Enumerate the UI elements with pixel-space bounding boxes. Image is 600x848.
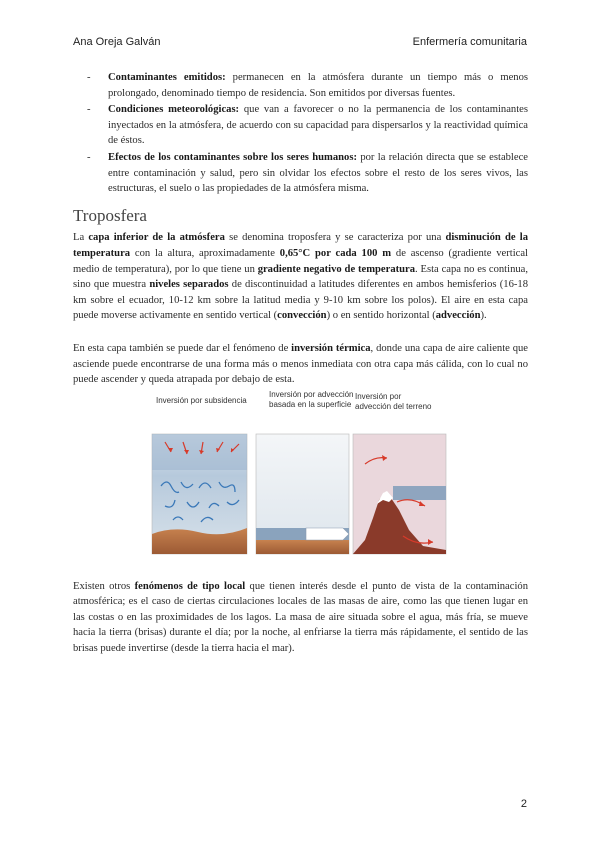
bullet-dash: -: [87, 104, 91, 116]
thermal-inversion-figure: [73, 390, 528, 570]
bullet-item: [73, 102, 528, 149]
paragraph-troposfera: La capa inferior de la atmósfera se denomina troposfera y se caracteriza por una disminución de la temperatura con la altura, aproximadamente 0,65°C por cada 100 m de ascenso (gradiente vertical medio de temperatura), por lo que tiene un gradiente negativo de temperatura. Esta capa no es continua, sino que muestra niveles separados de discontinuidad a latitudes diferentes en ambos hemisferios (16-18 km sobre el ecuador, 10-12 km sobre la latitud media y 9-10 km sobre los polos). El aire en esta capa puede moverse activamente en sentido vertical (convección) o en sentido horizontal (advección).: [73, 232, 529, 322]
header-author: Ana Oreja Galván: [73, 36, 161, 48]
page-number: 2: [520, 798, 527, 810]
bullet-text: que van a favorecer o no la permanencia de los contaminantes inyectados en la atmósfera, de acuerdo con su capacidad para dispersarlos y la reactividad química de éstos.: [108, 104, 528, 147]
bullet-text: por la relación directa que se establece entre contaminación y salud, pero sin olvidar los efectos sobre el resto de los seres vivos, las estructuras, el suelo o las propiedades de la atmósfera misma.: [108, 151, 528, 195]
advection-arrow: [306, 528, 349, 540]
panel3-title-line2: advección del terreno: [355, 401, 432, 411]
panel1-title: Inversión por subsidencia: [156, 395, 247, 405]
paragraph-inversion: En esta capa también se puede dar el fenómeno de inversión térmica, donde una capa de aire caliente que asciende puede encontrarse de una forma más o menos inmediata con otra capa más cálida, con lo cual no puede ascender y queda atrapada por debajo de esta.: [73, 342, 529, 386]
bullet-dash: -: [87, 72, 91, 83]
section-title: Troposfera: [73, 205, 147, 225]
panel2-title-line2: basada en la superficie: [269, 399, 352, 409]
inversion-diagram: [73, 390, 528, 570]
panel1-subsidence: [152, 434, 247, 554]
panel2-surface-advection: [256, 434, 349, 554]
panel3-title-line1: Inversión por: [355, 391, 402, 401]
bullet-text: permanecen en la atmósfera durante un tiempo más o menos prolongado, denominado tiempo de residencia. Son emitidos por diversas fuentes.: [108, 72, 529, 99]
bullet-dash: -: [87, 151, 91, 163]
bullet-list: [73, 70, 528, 197]
paragraph-local-phenomena: Existen otros fenómenos de tipo local que tienen interés desde el punto de vista de la contaminación atmosférica; es el caso de ciertas circulaciones locales de las masas de aire, como las que tienen lugar en las costas o en las proximidades de los lagos. La masa de aire situada sobre el agua, más fría, se mueve hacia la tierra (brisas) durante el día; por la noche, al enfriarse la tierra más rápidamente, el sentido de las brisas puede invertirse (desde la tierra hacia el mar).: [73, 580, 529, 655]
bullet-item: [73, 150, 528, 197]
bullet-term: Efectos de los contaminantes sobre los seres humanos:: [108, 151, 357, 163]
bullet-term: Contaminantes emitidos:: [108, 72, 226, 83]
bullet-term: Condiciones meteorológicas:: [108, 104, 240, 116]
page-content: [73, 70, 528, 657]
bullet-item: [73, 70, 528, 101]
panel3-terrain-advection: [353, 434, 446, 554]
panel2-title-line1: Inversión por advección: [269, 389, 354, 399]
header-subject: Enfermería comunitaria: [412, 36, 527, 48]
